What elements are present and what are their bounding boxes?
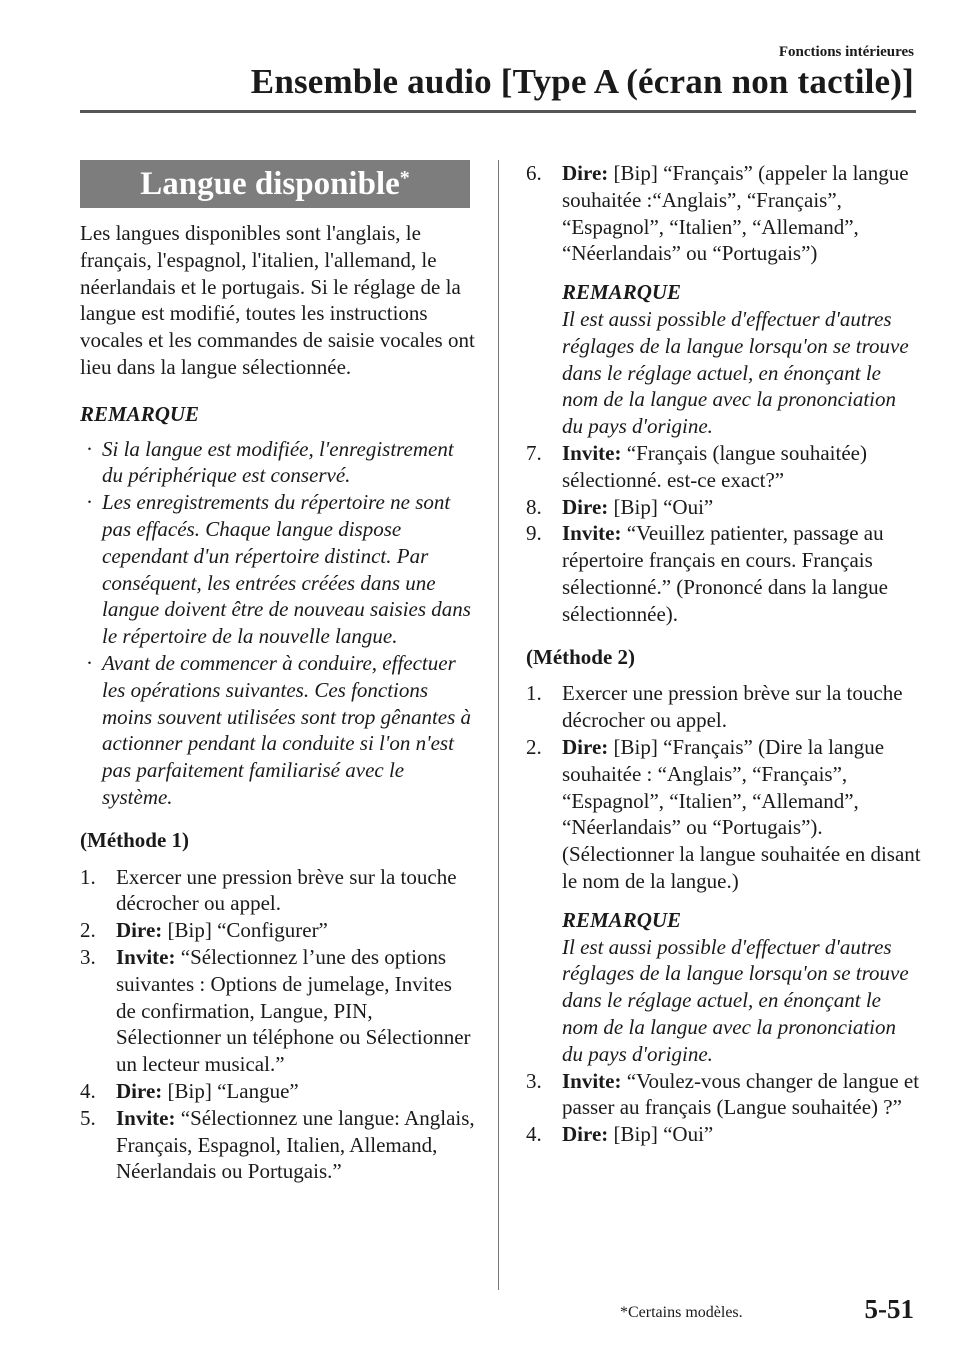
step-text: [Bip] “Oui” — [608, 494, 714, 519]
step-label: Dire: — [116, 1078, 163, 1103]
remark-title: REMARQUE — [80, 401, 200, 426]
footnote: *Certains modèles. — [620, 1304, 743, 1321]
step-item — [526, 1068, 921, 1122]
header-rule — [80, 110, 916, 113]
step-label: Dire: — [562, 734, 609, 759]
method-2-title: (Méthode 2) — [526, 644, 636, 669]
right-column — [526, 160, 921, 1148]
step-item — [526, 440, 921, 494]
step-number: 4. — [526, 1122, 542, 1147]
step-item — [526, 734, 921, 895]
step-text: Exercer une pression brève sur la touche décrocher ou appel. — [562, 681, 903, 733]
left-column — [80, 160, 475, 1185]
remark-title: REMARQUE — [562, 907, 682, 932]
step-label: Invite: — [562, 521, 622, 546]
step-item — [526, 160, 921, 267]
step-number: 9. — [526, 521, 542, 546]
step-number: 8. — [526, 494, 542, 519]
method-2-steps-end — [526, 1068, 921, 1148]
page-title: Ensemble audio [Type A (écran non tactile)] — [250, 62, 914, 101]
step-text: [Bip] “Configurer” — [162, 918, 328, 943]
step-number: 3. — [80, 944, 96, 969]
step-item — [526, 494, 921, 521]
step-item — [80, 944, 475, 1078]
remark-item: · Avant de commencer à conduire, effectuer les opérations suivantes. Ces fonctions moins souvent utilisées sont trop gênantes à actionner pendant la conduite si l'on n'est pas parfaitement familiarisé avec le système. — [80, 650, 475, 811]
step-label: Invite: — [562, 1068, 622, 1093]
step-number: 6. — [526, 161, 542, 185]
step-item — [80, 1105, 475, 1185]
step-text: [Bip] “Français” (appeler la langue souhaitée :“Anglais”, “Français”, “Espagnol”, “Italien”, “Allemand”, “Néerlandais” ou “Portugais”) — [562, 161, 909, 266]
heading-footnote-mark: * — [399, 166, 410, 189]
remark-title: REMARQUE — [562, 280, 682, 305]
step-text: “Sélectionnez une langue: Anglais, Français, Espagnol, Italien, Allemand, Néerlandais ou Portugais.” — [116, 1105, 475, 1184]
remark-list — [80, 436, 475, 811]
intro-paragraph: Les langues disponibles sont l'anglais, le français, l'espagnol, l'italien, l'allemand, le néerlandais et le portugais. Si le réglage de la langue est modifié, toutes les instructions vocales et les commandes de saisie vocales ont lieu dans la langue sélectionnée. — [80, 221, 475, 379]
method-1-title: (Méthode 1) — [80, 827, 190, 852]
step-number: 1. — [80, 864, 96, 889]
step-text: Exercer une pression brève sur la touche décrocher ou appel. — [116, 864, 457, 916]
step-item — [80, 864, 475, 918]
remark-item: · Les enregistrements du répertoire ne sont pas effacés. Chaque langue dispose cependant d'un répertoire distinct. Par conséquent, les entrées créées dans une langue doivent être de nouveau saisies dans le répertoire de la nouvelle langue. — [80, 489, 475, 650]
step-label: Dire: — [116, 918, 163, 943]
section-label: Fonctions intérieures — [778, 44, 914, 60]
page-number: 5-51 — [864, 1294, 914, 1324]
remark-text: Il est aussi possible d'effectuer d'autres réglages de la langue lorsqu'on se trouve dans le réglage actuel, en énonçant le nom de la langue avec la prononciation du pays d'origine. — [562, 934, 909, 1066]
step-text: [Bip] “Langue” — [162, 1078, 299, 1103]
step-item — [526, 1121, 921, 1148]
step-label: Dire: — [562, 494, 609, 519]
step-label: Invite: — [116, 1105, 176, 1130]
step-item — [526, 680, 921, 734]
method-2-steps — [526, 680, 921, 894]
step-text: “Sélectionnez l’une des options suivantes : Options de jumelage, Invites de confirmation, Langue, PIN, Sélectionner un téléphone ou Sélectionner un lecteur musical.” — [116, 944, 471, 1077]
step-number: 4. — [80, 1078, 96, 1103]
remark-text: Il est aussi possible d'effectuer d'autres réglages de la langue lorsqu'on se trouve dans le réglage actuel, en énonçant le nom de la langue avec la prononciation du pays d'origine. — [562, 306, 909, 439]
step-text: [Bip] “Français” (Dire la langue souhaitée : “Anglais”, “Français”, “Espagnol”, “Italien”, “Allemand”, “Néerlandais” ou “Portugais”). (Sélectionner la langue souhaitée en disant le nom de la langue.) — [562, 734, 921, 893]
column-divider — [498, 160, 499, 1290]
step-text: “Français (langue souhaitée) sélectionné. est-ce exact?” — [562, 440, 867, 492]
step-number: 2. — [526, 734, 542, 759]
step-number: 7. — [526, 440, 542, 465]
step-item — [80, 1078, 475, 1105]
method-1-steps-continued — [526, 160, 921, 267]
step-number: 1. — [526, 681, 542, 706]
method-1-steps — [80, 864, 475, 1186]
step-label: Dire: — [562, 1122, 609, 1147]
step-number: 2. — [80, 918, 96, 943]
step-item — [526, 520, 921, 627]
section-heading-banner — [80, 160, 470, 208]
step-label: Invite: — [116, 944, 176, 969]
remark-item: · Si la langue est modifiée, l'enregistrement du périphérique est conservé. — [80, 436, 475, 490]
step-label: Invite: — [562, 440, 622, 465]
remark-block — [562, 907, 921, 1068]
step-text: [Bip] “Oui” — [608, 1122, 714, 1147]
remark-block — [562, 279, 921, 440]
step-label: Dire: — [562, 161, 609, 185]
step-number: 3. — [526, 1068, 542, 1093]
step-number: 5. — [80, 1105, 96, 1130]
step-text: “Veuillez patienter, passage au répertoire français en cours. Français sélectionné.” (Prononcé dans la langue sélectionnée). — [562, 521, 888, 626]
step-item — [80, 917, 475, 944]
step-text: “Voulez-vous changer de langue et passer au français (Langue souhaitée) ?” — [562, 1068, 920, 1120]
section-heading: Langue disponible — [140, 165, 400, 202]
method-1-steps-end — [526, 440, 921, 628]
